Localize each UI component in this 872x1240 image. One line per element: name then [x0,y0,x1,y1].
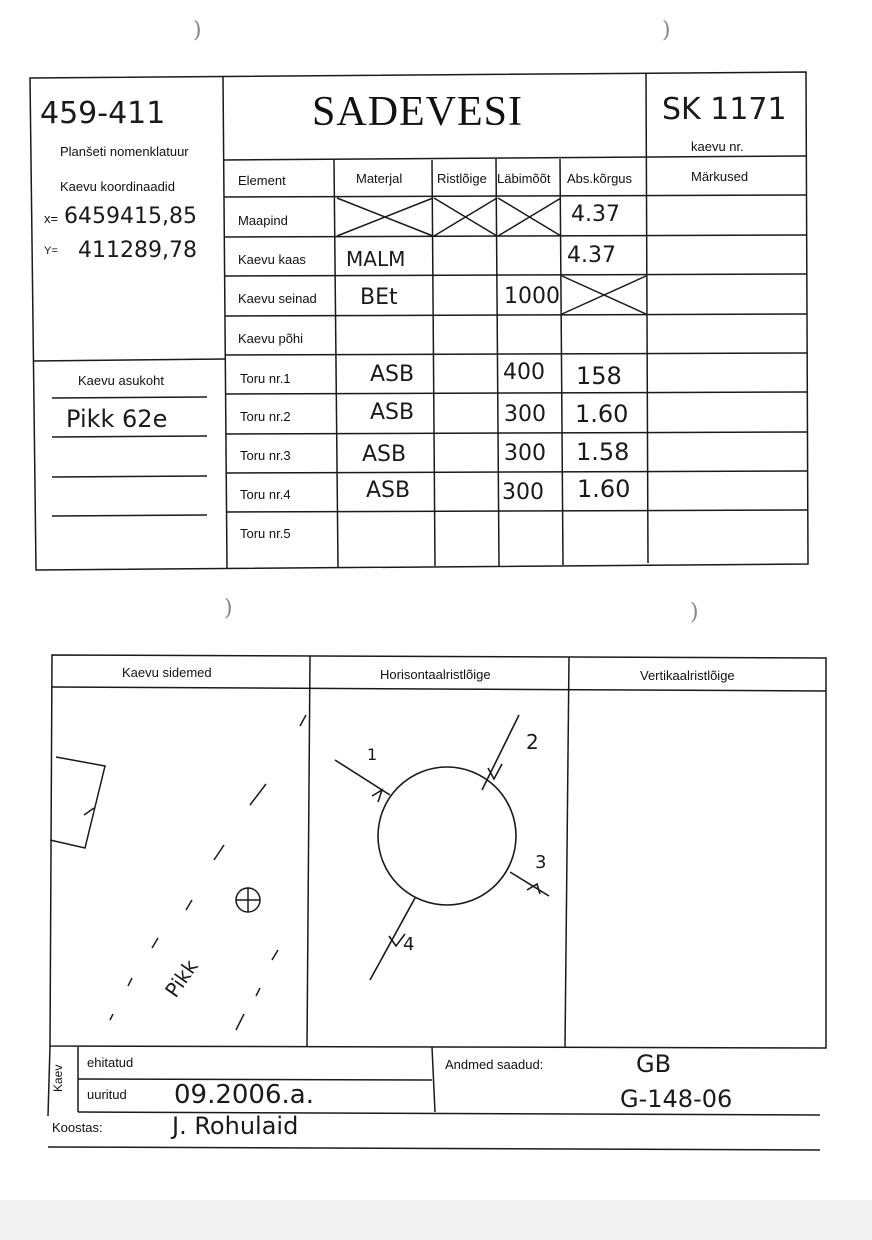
well-number: SK 1171 [662,92,787,127]
abs-height-value: 158 [576,362,622,390]
material-value: BEt [360,285,398,310]
abs-height-value: 4.37 [571,202,620,227]
material-value: ASB [370,362,415,387]
punch-mark: ) [690,600,699,625]
col-header-diameter: Läbimõõt [497,171,551,186]
pipe-label: 2 [526,730,539,754]
surveyed-value: 09.2006.a. [174,1080,314,1110]
data-source-label: Andmed saadud: [445,1057,544,1072]
material-value: ASB [370,400,415,425]
data-source-code: GB [636,1050,672,1078]
table-row-label: Maapind [238,213,288,228]
y-prefix: Y= [44,245,58,257]
punch-mark: ) [224,596,233,621]
coords-label: Kaevu koordinaadid [60,179,175,194]
location-value: Pikk 62e [66,405,168,433]
panel-title-vertical: Vertikaalristlõige [640,668,735,683]
table-row-label: Toru nr.3 [240,448,291,463]
col-header-notes: Märkused [691,169,749,184]
col-header-cross-section: Ristlõige [437,171,487,186]
pipe-label: 3 [535,852,547,873]
diameter-value: 1000 [504,284,560,309]
diameter-value: 400 [503,360,545,385]
material-value: MALM [346,247,406,271]
x-prefix: x= [44,211,59,226]
table-row-label: Kaevu kaas [238,252,306,267]
punch-mark: ) [662,18,671,43]
table-row-label: Kaevu põhi [238,331,304,346]
surveyed-label: uuritud [87,1087,127,1102]
data-source-number: G-148-06 [620,1085,733,1113]
abs-height-value: 1.60 [577,475,631,503]
panel-title-horizontal: Horisontaalristlõige [380,667,491,682]
table-row-label: Toru nr.2 [240,409,291,424]
table-row-label: Toru nr.5 [240,526,291,541]
material-value: ASB [362,442,407,467]
abs-height-value: 4.37 [567,243,616,268]
diameter-value: 300 [502,480,544,505]
diameter-value: 300 [504,441,546,466]
diameter-value: 300 [504,402,546,427]
punch-mark: ) [193,18,202,43]
street-label: Pikk [160,954,203,1002]
y-coordinate: 411289,78 [78,238,197,263]
table-row-label: Kaevu seinad [238,291,317,306]
built-label: ehitatud [87,1055,134,1070]
col-header-abs-height: Abs.kõrgus [567,171,633,186]
col-header-material: Materjal [356,171,403,186]
abs-height-value: 1.60 [575,400,629,428]
table-row-label: Toru nr.4 [240,487,291,502]
material-value: ASB [366,478,411,503]
side-label: Kaev [51,1064,65,1092]
panel-title-connections: Kaevu sidemed [122,665,212,680]
sheet-label: Planšeti nomenklatuur [60,144,189,159]
pipe-label: 1 [367,745,378,764]
col-header-element: Element [238,173,286,188]
well-label: kaevu nr. [691,139,744,154]
location-label: Kaevu asukoht [78,373,165,388]
table-row-label: Toru nr.1 [240,371,291,386]
abs-height-value: 1.58 [576,438,630,466]
sheet-number: 459-411 [40,96,166,131]
author-value: J. Rohulaid [172,1112,299,1140]
x-coordinate: 6459415,85 [64,204,197,229]
page-title: SADEVESI [312,89,524,135]
author-label: Koostas: [52,1120,103,1135]
pipe-label: 4 [403,934,415,955]
